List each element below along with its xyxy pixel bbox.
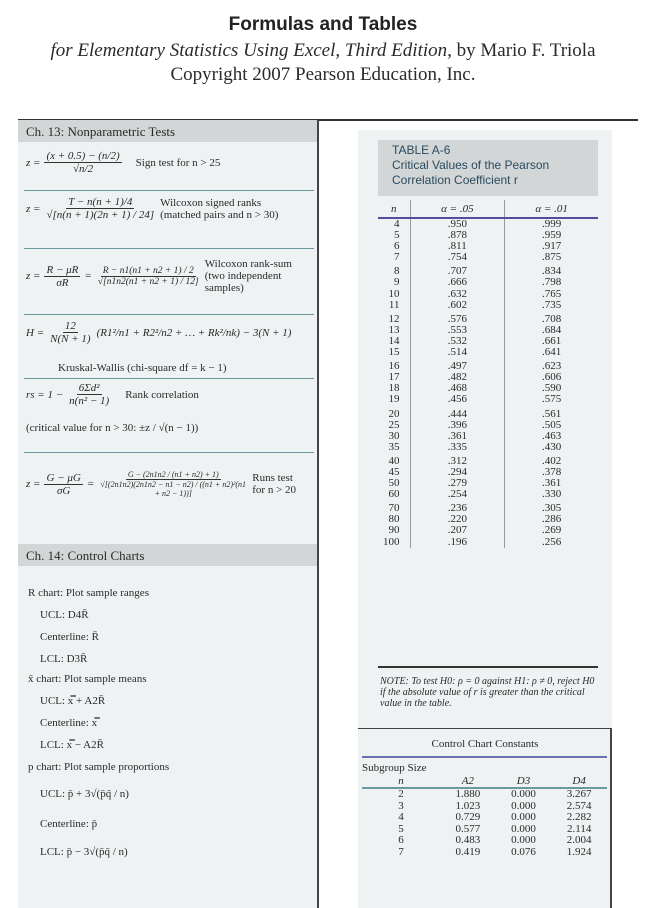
cell-d3: 0.000: [511, 822, 536, 835]
cell-alpha-01: .765: [541, 287, 562, 300]
cell-n: 17: [388, 371, 400, 384]
table-row: [378, 394, 598, 405]
table-row: [378, 336, 598, 347]
cell-n: 25: [388, 418, 400, 431]
table-row: [362, 812, 607, 824]
cell-alpha-05: .514: [410, 347, 505, 358]
table-title: Critical Values of the Pearson: [392, 158, 550, 172]
cell-n: 2: [398, 788, 404, 800]
table-a6-heading: [378, 140, 598, 196]
table-row: [378, 467, 598, 478]
table-row: [378, 489, 598, 500]
cell-n: 60: [388, 488, 400, 501]
table-row: [378, 263, 598, 277]
cell-alpha-05: .754: [410, 252, 505, 263]
control-line: R chart: Plot sample ranges: [28, 587, 149, 599]
rank-correlation-formula: [26, 382, 199, 407]
cell-d3: 0.000: [511, 788, 536, 800]
divider: [24, 314, 314, 315]
col-header-alpha-01: α = .01: [505, 200, 598, 218]
cell-alpha-01: .959: [541, 229, 562, 242]
cell-n: 30: [388, 429, 400, 442]
subgroup-size-label: Subgroup Size: [362, 762, 427, 774]
cell-alpha-05: .950: [410, 218, 505, 230]
cell-n: 4: [398, 811, 404, 823]
cell-alpha-01: .735: [541, 298, 562, 311]
table-row: [378, 442, 598, 453]
table-row: [378, 325, 598, 336]
ch14-heading: Ch. 14: Control Charts: [18, 544, 317, 566]
table-row: [378, 311, 598, 325]
cell-n: 4: [394, 218, 400, 230]
table-row: [378, 431, 598, 442]
cell-n: 45: [388, 465, 400, 478]
cell-alpha-05: .444: [410, 406, 505, 420]
formula-label: for n > 20: [252, 484, 297, 496]
table-row: [378, 514, 598, 525]
cell-n: 5: [394, 229, 400, 242]
cell-d4: 1.924: [566, 845, 592, 858]
formula-label: Wilcoxon rank-sum: [204, 258, 292, 270]
control-line: Centerline: x̿: [40, 717, 98, 729]
cell-n: 11: [388, 298, 400, 311]
document-subtitle: [0, 40, 646, 62]
cell-alpha-05: .196: [410, 537, 505, 548]
cell-a2: 0.729: [455, 811, 481, 823]
cell-alpha-01: .286: [541, 513, 562, 526]
cell-alpha-01: .641: [541, 346, 562, 359]
cell-alpha-05: .532: [410, 336, 505, 347]
cell-n: 16: [388, 360, 400, 373]
cell-alpha-05: .553: [410, 325, 505, 336]
cell-alpha-01: .561: [541, 407, 562, 420]
control-line: LCL: D3R̄: [40, 653, 88, 665]
table-row: [378, 500, 598, 514]
cell-alpha-01: .834: [541, 265, 562, 278]
cell-alpha-01: .256: [541, 535, 562, 548]
cell-alpha-01: .378: [541, 465, 562, 478]
table-row: [378, 478, 598, 489]
cell-alpha-05: .294: [410, 467, 505, 478]
lhs: rs = 1 −: [26, 388, 64, 401]
cell-n: 35: [388, 440, 400, 453]
control-line: Centerline: p̄: [40, 818, 98, 830]
cell-alpha-01: .330: [541, 488, 562, 501]
wilcoxon-rank-sum-formula: [26, 258, 292, 294]
cell-d3: 0.000: [511, 799, 536, 812]
runs-test-formula: [26, 470, 296, 498]
cell-n: 50: [388, 477, 400, 490]
table-row: [362, 788, 607, 801]
book-title: for Elementary Statistics Using Excel, Third Edition,: [50, 40, 452, 61]
control-constants-title: Control Chart Constants: [431, 738, 539, 750]
numerator: G − μG: [46, 471, 81, 484]
wilcoxon-signed-formula: [26, 196, 278, 221]
cell-alpha-05: .254: [410, 489, 505, 500]
cell-alpha-05: .335: [410, 442, 505, 453]
sign-test-formula: [26, 150, 220, 175]
cell-n: 5: [398, 822, 404, 835]
lhs: H =: [26, 326, 45, 339]
cell-alpha-05: .312: [410, 453, 505, 467]
document-title: Formulas and Tables: [228, 14, 418, 35]
numerator: 6Σd²: [78, 382, 100, 394]
cell-alpha-01: .402: [541, 454, 562, 467]
cell-d4: 2.282: [566, 811, 592, 823]
cell-alpha-05: .666: [410, 277, 505, 288]
numerator: (x + 0.5) − (n/2): [46, 150, 120, 162]
control-line: Centerline: R̄: [40, 631, 99, 643]
copyright: Copyright 2007 Pearson Education, Inc.: [170, 64, 476, 85]
cell-n: 10: [388, 287, 400, 300]
cell-n: 15: [388, 346, 400, 359]
cell-alpha-01: .305: [541, 502, 562, 515]
cell-d4: 2.004: [566, 834, 592, 846]
cell-a2: 1.023: [455, 799, 481, 812]
formula-label: (critical value for n > 30: ±z / √(n − 1)): [26, 422, 199, 434]
cell-n: 8: [394, 265, 400, 278]
cell-alpha-05: .456: [410, 394, 505, 405]
cell-alpha-05: .468: [410, 383, 505, 394]
cell-alpha-01: .361: [541, 477, 562, 490]
cell-n: 12: [388, 312, 400, 325]
cell-d3: 0.000: [511, 834, 536, 846]
cell-alpha-01: .606: [541, 371, 562, 384]
cell-n: 19: [388, 393, 400, 406]
cell-n: 20: [388, 407, 400, 420]
formula-label: (two independent: [204, 270, 282, 282]
cell-alpha-05: .279: [410, 478, 505, 489]
cell-n: 13: [388, 323, 400, 336]
numerator: 12: [64, 320, 76, 332]
pearson-critical-values-table: [378, 200, 598, 548]
cell-n: 9: [394, 276, 400, 289]
cell-alpha-01: .708: [541, 312, 562, 325]
formulas-panel: [18, 120, 319, 908]
cell-alpha-05: .236: [410, 500, 505, 514]
table-row: [378, 289, 598, 300]
numerator: R − μR: [46, 263, 79, 276]
table-row: [362, 835, 607, 847]
numerator: G − (2n1n2 / (n1 + n2) + 1): [127, 470, 219, 479]
denominator: n(n² − 1): [69, 395, 110, 407]
table-row: [378, 537, 598, 548]
table-row: [378, 230, 598, 241]
denominator: √[(2n1n2)(2n1n2 − n1 − n2) / ((n1 + n2)²(n1 + n2 − 1))]: [100, 480, 247, 498]
table-row: [378, 218, 598, 230]
divider: [24, 248, 314, 249]
equals: =: [86, 478, 95, 490]
table-row: [378, 406, 598, 420]
cell-alpha-05: .396: [410, 420, 505, 431]
divider: [24, 378, 314, 379]
denominator: σR: [56, 276, 69, 289]
col-header-alpha-05: α = .05: [410, 200, 505, 218]
divider: [24, 452, 314, 453]
cell-alpha-01: .269: [541, 524, 562, 537]
cell-alpha-01: .875: [541, 251, 562, 264]
cell-alpha-01: .590: [541, 382, 562, 395]
formula-label: (matched pairs and n > 30): [160, 208, 279, 221]
cell-alpha-01: .575: [541, 393, 562, 406]
lhs: z =: [26, 478, 41, 490]
cell-alpha-01: .798: [541, 276, 562, 289]
table-row: [378, 241, 598, 252]
control-line: LCL: p̄ − 3√(p̄q̄ / n): [40, 846, 128, 858]
cell-n: 70: [388, 502, 400, 515]
cell-d4: 3.267: [566, 788, 592, 800]
divider: [362, 756, 607, 758]
control-line: x̄ chart: Plot sample means: [28, 673, 147, 685]
lhs: z =: [26, 156, 41, 169]
cell-d3: 0.000: [511, 811, 536, 823]
table-row: [378, 453, 598, 467]
denominator: √n/2: [73, 163, 94, 175]
cell-n: 40: [388, 454, 400, 467]
cell-alpha-05: .207: [410, 525, 505, 536]
col-header-n: n: [362, 774, 440, 788]
cell-n: 100: [383, 535, 400, 548]
table-row: [378, 277, 598, 288]
cell-n: 7: [394, 251, 400, 264]
table-row: [378, 372, 598, 383]
cell-n: 14: [388, 334, 400, 347]
table-row: [378, 300, 598, 311]
denominator: σG: [56, 484, 71, 497]
table-label: TABLE A-6: [392, 143, 451, 157]
formula-label: Wilcoxon signed ranks: [160, 196, 262, 209]
sum-term: (R1²/n1 + R2²/n2 + … + Rk²/nk) − 3(N + 1): [96, 326, 292, 339]
kruskal-wallis-formula: [26, 320, 291, 345]
denominator: √[n1n2(n1 + n2 + 1) / 12]: [97, 276, 199, 287]
cell-alpha-05: .811: [410, 241, 505, 252]
table-row: [378, 358, 598, 372]
table-row: [378, 347, 598, 358]
cell-a2: 0.483: [455, 834, 481, 846]
cell-d3: 0.076: [511, 845, 536, 858]
cell-alpha-01: .505: [541, 418, 562, 431]
control-line: UCL: D4R̄: [40, 609, 89, 621]
cell-alpha-01: .917: [541, 240, 562, 253]
cell-alpha-01: .430: [541, 440, 562, 453]
denominator: N(N + 1): [50, 333, 91, 345]
cell-alpha-05: .361: [410, 431, 505, 442]
denominator: √[n(n + 1)(2n + 1) / 24]: [46, 209, 155, 221]
cell-alpha-05: .707: [410, 263, 505, 277]
numerator: R − n1(n1 + n2 + 1) / 2: [102, 265, 194, 276]
control-constants-table: [362, 774, 607, 858]
table-row: [378, 383, 598, 394]
formula-label: Rank correlation: [125, 388, 199, 401]
cell-n: 3: [398, 799, 404, 812]
table-bottom-rule: [378, 666, 598, 668]
cell-n: 7: [398, 845, 404, 858]
table-row: [378, 525, 598, 536]
formula-label: Sign test for n > 25: [135, 156, 221, 169]
cell-n: 90: [388, 524, 400, 537]
cell-a2: 0.419: [455, 845, 481, 858]
cell-n: 80: [388, 513, 400, 526]
numerator: T − n(n + 1)/4: [68, 196, 133, 208]
cell-alpha-01: .623: [541, 360, 562, 373]
cell-n: 6: [394, 240, 400, 253]
control-line: LCL: x̿ − A2R̄: [40, 739, 104, 751]
author: by Mario F. Triola: [456, 40, 596, 61]
control-line: p chart: Plot sample proportions: [28, 761, 170, 773]
table-note: NOTE: To test H0: ρ = 0 against H1: ρ ≠ 0, reject H0 if the absolute value of r is greater than the critical value in the table.: [380, 676, 595, 709]
control-line: UCL: x̿ + A2R̄: [40, 695, 106, 707]
cell-alpha-05: .878: [410, 230, 505, 241]
cell-alpha-05: .632: [410, 289, 505, 300]
cell-n: 6: [398, 834, 404, 846]
kruskal-wallis-label: [58, 362, 227, 374]
cell-alpha-05: .497: [410, 358, 505, 372]
formula-label: Runs test: [252, 472, 293, 484]
table-title: Correlation Coefficient r: [392, 173, 518, 187]
lhs: z =: [26, 270, 41, 282]
cell-a2: 1.880: [455, 788, 481, 800]
cell-alpha-05: .576: [410, 311, 505, 325]
col-header-d4: D4: [551, 774, 607, 788]
cell-alpha-01: .661: [541, 334, 562, 347]
table-row: [362, 847, 607, 859]
cell-alpha-05: .482: [410, 372, 505, 383]
rank-critical-value: [26, 422, 198, 434]
ch13-heading: Ch. 13: Nonparametric Tests: [18, 120, 317, 142]
formula-label: samples): [204, 282, 244, 294]
table-row: [378, 252, 598, 263]
col-header-d3: D3: [496, 774, 552, 788]
lhs: z =: [26, 202, 41, 215]
cell-alpha-01: .999: [541, 218, 562, 230]
table-row: [378, 420, 598, 431]
equals: =: [84, 270, 92, 282]
cell-n: 18: [388, 382, 400, 395]
cell-alpha-01: .684: [541, 323, 562, 336]
cell-a2: 0.577: [455, 822, 481, 835]
cell-d4: 2.574: [566, 799, 592, 812]
cell-alpha-01: .463: [541, 429, 562, 442]
divider: [24, 190, 314, 191]
formula-label: Kruskal-Wallis (chi-square df = k − 1): [58, 362, 227, 374]
col-header-n: n: [378, 200, 410, 218]
control-line: UCL: p̄ + 3√(p̄q̄ / n): [40, 788, 129, 800]
col-header-a2: A2: [440, 774, 496, 788]
cell-alpha-05: .602: [410, 300, 505, 311]
cell-d4: 2.114: [566, 822, 592, 835]
cell-alpha-05: .220: [410, 514, 505, 525]
